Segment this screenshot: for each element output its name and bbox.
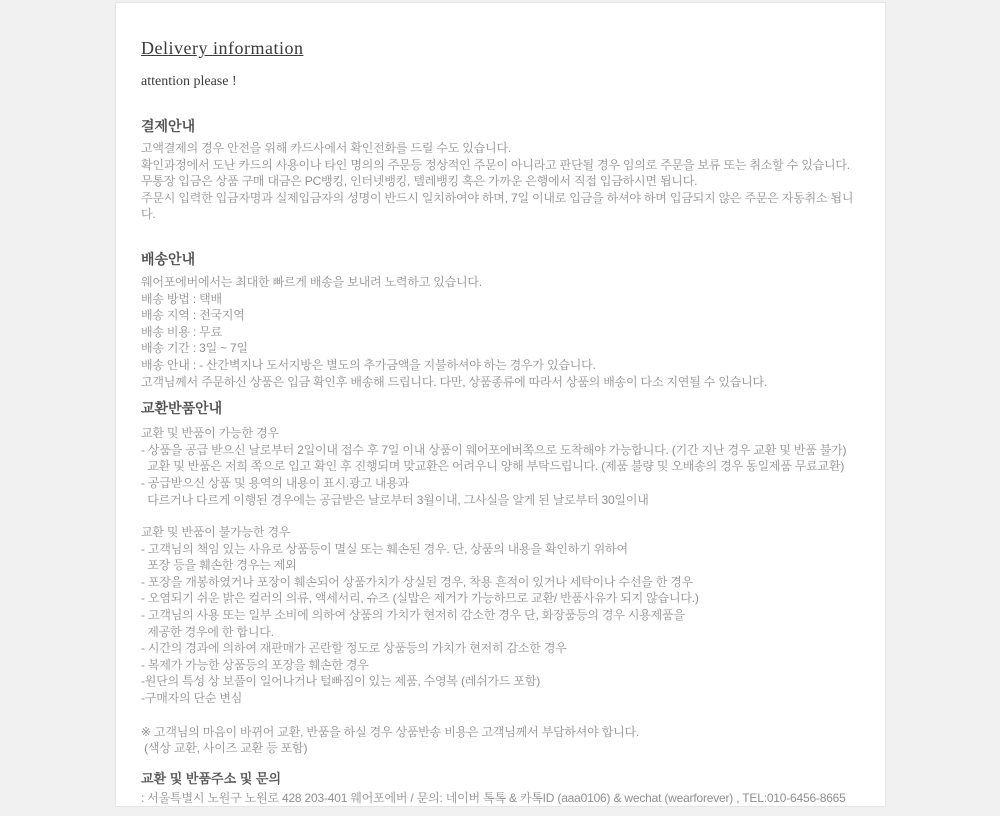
spacer [141,508,867,524]
payment-heading: 결제안내 [141,118,196,134]
shipping-line: 웨어포에버에서는 최대한 빠르게 배송을 보내려 노력하고 있습니다. [141,274,482,289]
exchange-impossible-line: - 시간의 경과에 의하여 재판매가 곤란할 정도로 상품등의 가치가 현저히 감소한 경우 [141,641,567,656]
exchange-impossible-line: - 복제가 가능한 상품등의 포장을 훼손한 경우 [141,657,369,672]
exchange-impossible-line: - 오염되기 쉬운 밝은 컬러의 의류, 액세서리, 슈즈 (실밥은 제거가 가능하므로 교환/ 반품사유가 되지 않습니다.) [141,591,699,606]
shipping-line: 배송 기간 : 3일 ~ 7일 [141,341,248,356]
contact-address-line: : 서울특별시 노원구 노원로 428 203-401 웨어포에버 / 문의: 네이버 톡톡 & 카톡ID (aaa0106) & wechat (wearforever) , TEL:010-6456-8665 [141,790,846,805]
delivery-info-panel [115,2,886,807]
exchange-notice-line: ※ 고객님의 마음이 바뀌어 교환, 반품을 하실 경우 상품반송 비용은 고객님께서 부담하셔야 합니다. [141,724,640,739]
exchange-impossible-title: 교환 및 반품이 불가능한 경우 [141,525,291,540]
payment-line: 확인과정에서 도난 카드의 사용이나 타인 명의의 주문등 정상적인 주문이 아니라고 판단될 경우 임의로 주문을 보류 또는 취소할 수 있습니다. [141,157,850,172]
shipping-line: 배송 안내 : - 산간벽지나 도서지방은 별도의 추가금액을 지불하셔야 하는 경우가 있습니다. [141,357,596,372]
exchange-notice-line: (색상 교환, 사이즈 교환 등 포함) [141,741,308,756]
payment-line: 주문시 입력한 입금자명과 실제입금자의 성명이 반드시 일치하여야 하며, 7일 이내로 입금을 하셔야 하며 입금되지 않은 주문은 자동취소 됩니다. [141,190,854,222]
shipping-line: 배송 비용 : 무료 [141,324,222,339]
exchange-impossible-line: - 고객님의 사용 또는 일부 소비에 의하여 상품의 가치가 현저히 감소한 경우 단, 화장품등의 경우 시용제품을 [141,608,685,623]
exchange-impossible-line: 제공한 경우에 한 합니다. [141,624,274,639]
shipping-line: 고객님께서 주문하신 상품은 입금 확인후 배송해 드립니다. 다만, 상품종류에 따라서 상품의 배송이 다소 지연될 수 있습니다. [141,374,768,389]
exchange-possible-line: - 공급받으신 상품 및 용역의 내용이 표시.광고 내용과 [141,475,410,490]
exchange-impossible-line: - 고객님의 책임 있는 사유로 상품등이 멸실 또는 훼손된 경우. 단, 상품의 내용을 확인하기 위하여 [141,541,628,556]
payment-line: 무통장 입금은 상품 구매 대금은 PC뱅킹, 인터넷뱅킹, 텔레뱅킹 혹은 가까운 은행에서 직접 입금하시면 됩니다. [141,174,698,189]
contact-heading: 교환 및 반품주소 및 문의 [141,770,282,786]
page-title: Delivery information [141,38,304,58]
exchange-impossible-line: 포장 등을 훼손한 경우는 제외 [141,558,297,573]
exchange-impossible-line: - 포장을 개봉하였거나 포장이 훼손되어 상품가치가 상실된 경우, 착용 흔적이 있거나 세탁이나 수선을 한 경우 [141,574,694,589]
spacer [141,707,867,724]
exchange-possible-line: 교환 및 반품은 저희 쪽으로 입고 확인 후 진행되며 맞교환은 어려우니 양해 부탁드립니다. (제품 불량 및 오배송의 경우 동일제품 무료교환) [141,459,845,474]
exchange-possible-line: - 상품을 공급 받으신 날로부터 2일이내 접수 후 7일 이내 상품이 웨어포에버쪽으로 도착해야 가능합니다. (기간 지난 경우 교환 및 반품 불가) [141,442,847,457]
exchange-impossible-line: -구매자의 단순 변심 [141,691,243,706]
exchange-heading: 교환반품안내 [141,400,223,417]
exchange-possible-title: 교환 및 반품이 가능한 경우 [141,426,279,441]
section-contact [141,771,867,807]
exchange-possible-line: 다르거나 다르게 이행된 경우에는 공급받은 날로부터 3월이내, 그사실을 알게 된 날로부터 30일이내 [141,492,649,507]
section-exchange-returns [141,400,867,757]
payment-line: 고액결제의 경우 안전을 위해 카드사에서 확인전화를 드릴 수도 있습니다. [141,141,511,155]
section-payment [141,118,867,223]
section-shipping [141,251,867,390]
shipping-heading: 배송안내 [141,250,196,267]
page-subtitle: attention please ! [141,74,237,89]
shipping-line: 배송 지역 : 전국지역 [141,308,245,323]
shipping-line: 배송 방법 : 택배 [141,291,222,306]
exchange-impossible-line: -원단의 특성 상 보풀이 일어나거나 털빠짐이 있는 제품, 수영복 (레쉬가드 포함) [141,674,541,689]
